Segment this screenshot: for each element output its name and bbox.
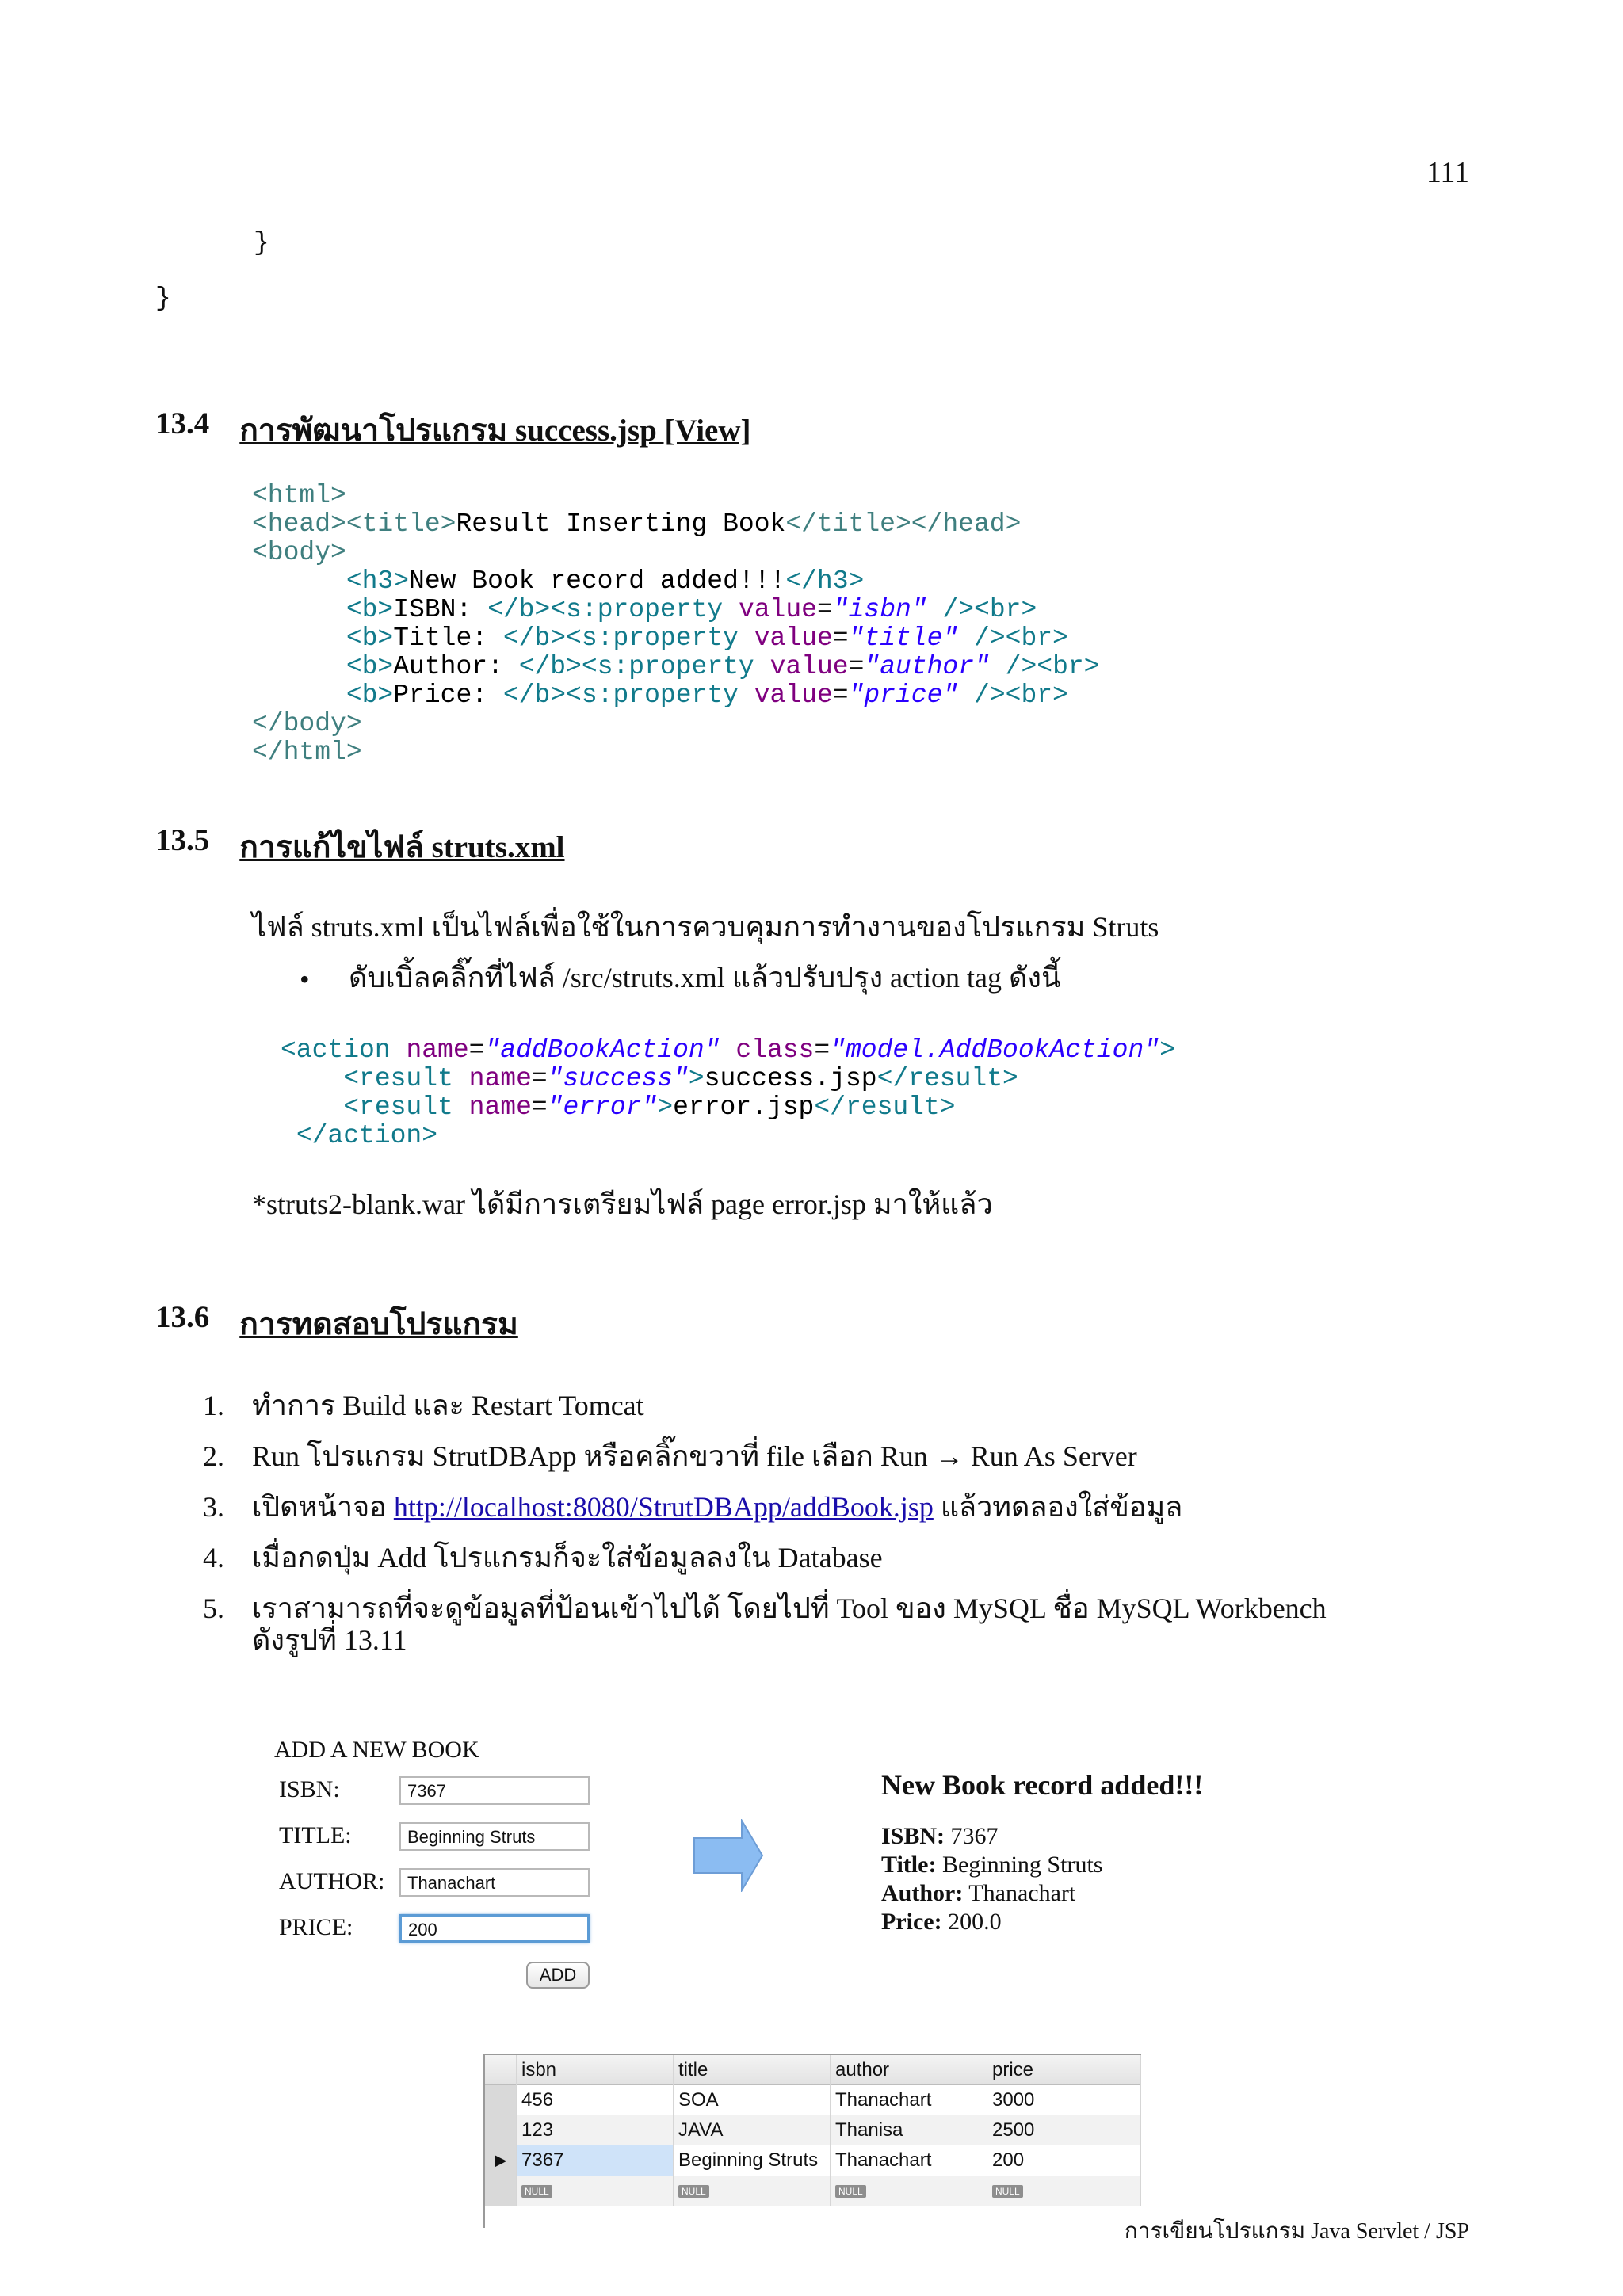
table-row-selected[interactable]: ▶ 7367 Beginning Struts Thanachart 200 <box>485 2145 1141 2176</box>
list-item: 5. เราสามารถที่จะดูข้อมูลที่ป้อนเข้าไปได้ โดยไปที่ Tool ของ MySQL ชื่อ MySQL Workbench ดังรูปที่ 13.11 <box>203 1592 1327 1656</box>
form-heading: ADD A NEW BOOK <box>274 1737 479 1763</box>
title-label: TITLE: <box>279 1822 352 1848</box>
section-13-6-heading <box>155 1299 518 1348</box>
table-row-new[interactable] <box>485 2176 1141 2206</box>
result-page-screenshot <box>881 1768 1325 1958</box>
title-input[interactable]: Beginning Struts <box>399 1822 590 1851</box>
table-row[interactable]: 456 SOA Thanachart 3000 <box>485 2085 1141 2115</box>
isbn-label: ISBN: <box>279 1776 340 1802</box>
section-13-4-heading <box>155 406 751 455</box>
section-number: 13.4 <box>155 406 210 441</box>
table-row[interactable]: 123 JAVA Thanisa 2500 <box>485 2115 1141 2145</box>
null-badge: NULL <box>678 2185 709 2198</box>
isbn-input[interactable]: 7367 <box>399 1776 590 1805</box>
test-steps-list <box>203 1390 1471 1675</box>
result-title: Title: Beginning Struts <box>881 1852 1103 1878</box>
section-number: 13.5 <box>155 823 210 857</box>
section-title: การทดสอบโปรแกรม <box>239 1307 518 1341</box>
list-item: 2. Run โปรแกรม StrutDBApp หรือคลิ๊กขวาที่ file เลือก Run → Run As Server <box>203 1440 1137 1472</box>
closing-brace-inner: } <box>254 228 269 257</box>
mysql-result-grid <box>483 2054 1141 2228</box>
null-badge: NULL <box>835 2185 866 2198</box>
closing-brace-outer: } <box>155 284 171 313</box>
grid-header <box>485 2055 1141 2085</box>
null-badge: NULL <box>521 2185 552 2198</box>
result-author: Author: Thanachart <box>881 1880 1076 1906</box>
author-input[interactable]: Thanachart <box>399 1868 590 1897</box>
struts-xml-code: <action name="addBookAction" class="model.AddBookAction"> <result name="success">success.jsp</result> <result name="error">error.jsp</result> </action> <box>281 1035 1175 1150</box>
list-item: 3. เปิดหน้าจอ http://localhost:8080/StrutDBApp/addBook.jsp แล้วทดลองใส่ข้อมูล <box>203 1491 1183 1523</box>
section-title: การแก้ไขไฟล์ struts.xml <box>239 830 565 864</box>
right-arrow-icon <box>693 1819 764 1892</box>
struts-note: *struts2-blank.war ได้มีการเตรียมไฟล์ page error.jsp มาให้แล้ว <box>252 1188 993 1220</box>
section-13-5-heading <box>155 822 565 871</box>
success-jsp-code: <html> <head><title>Result Inserting Book</title></head> <body> <h3>New Book record added!!!</h3> <b>ISBN: </b><s:property value="isbn" /><br> <b>Title: </b><s:property value="title" /><br> <b>Author: </b><s:property value="author" /><br> <b>Price: </b><s:property value="price" /><br> </body> </html> <box>252 481 1100 767</box>
result-price: Price: 200.0 <box>881 1909 1002 1935</box>
null-badge: NULL <box>992 2185 1023 2198</box>
section-number: 13.6 <box>155 1300 210 1334</box>
author-label: AUTHOR: <box>279 1868 385 1894</box>
column-header-title[interactable]: title <box>674 2055 831 2085</box>
column-header-isbn[interactable]: isbn <box>517 2055 674 2085</box>
struts-intro: ไฟล์ struts.xml เป็นไฟล์เพื่อใช้ในการควบคุมการทำงานของโปรแกรม Struts <box>252 911 1159 943</box>
result-isbn: ISBN: 7367 <box>881 1823 999 1849</box>
add-button[interactable]: ADD <box>526 1962 590 1989</box>
list-item: 4. เมื่อกดปุ่ม Add โปรแกรมก็จะใส่ข้อมูลลงใน Database <box>203 1542 883 1573</box>
price-input[interactable]: 200 <box>399 1914 590 1943</box>
column-header-price[interactable]: price <box>987 2055 1141 2085</box>
price-label: PRICE: <box>279 1914 353 1940</box>
page-number: 111 <box>1426 156 1469 189</box>
result-heading: New Book record added!!! <box>881 1769 1204 1801</box>
struts-bullet: ดับเบิ้ลคลิ๊กที่ไฟล์ /src/struts.xml แล้วปรับปรุง action tag ดังนี้ <box>349 962 1061 994</box>
column-header-author[interactable]: author <box>831 2055 987 2085</box>
bullet-dot: • <box>300 963 310 995</box>
section-title: การพัฒนาโปรแกรม success.jsp [View] <box>239 414 751 448</box>
page-footer: การเขียนโปรแกรม Java Servlet / JSP <box>1124 2219 1469 2244</box>
add-book-link[interactable]: http://localhost:8080/StrutDBApp/addBook.jsp <box>393 1491 934 1523</box>
list-item: 1. ทำการ Build และ Restart Tomcat <box>203 1390 644 1421</box>
current-row-marker-icon: ▶ <box>485 2145 517 2176</box>
add-book-form-screenshot <box>262 1727 689 1997</box>
result-fields <box>881 1822 1325 1936</box>
